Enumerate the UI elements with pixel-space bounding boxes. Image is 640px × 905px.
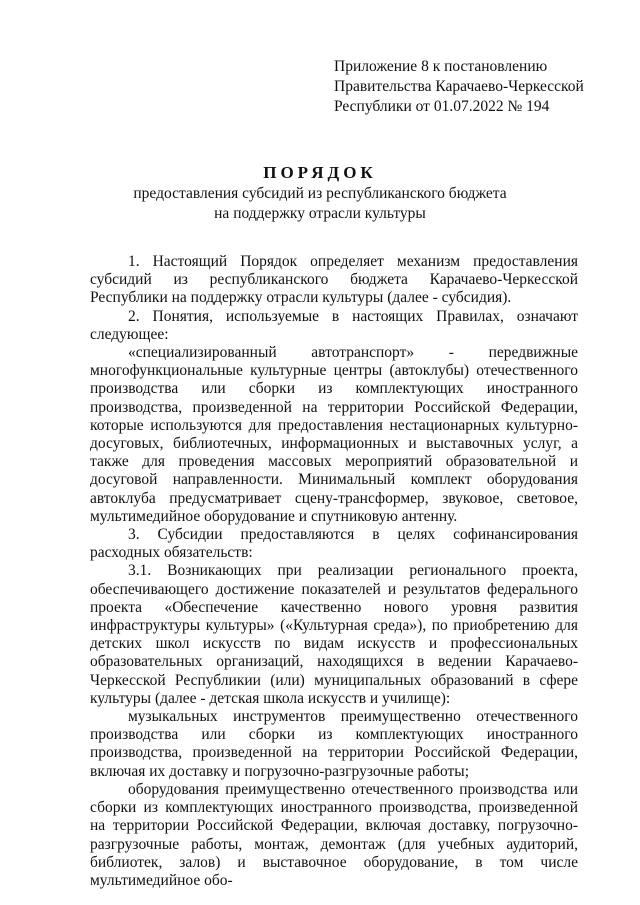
paragraph-1: 1. Настоящий Порядок определяет механизм предоставления субсидий из республиканского бюджета Карачаево-Черкесской Республики на поддержку отрасли культуры (далее - субсидия). bbox=[90, 253, 578, 307]
annex-line-3: Республики от 01.07.2022 № 194 bbox=[334, 98, 550, 115]
paragraph-6: музыкальных инструментов преимущественно отечественного производства или сборки из комплектующих иностранного производства, произведенной на территории Российской Федерации, включая их доставку и погрузочно-разгрузочные работы; bbox=[90, 708, 578, 780]
annex-line-2: Правительства Карачаево-Черкесской bbox=[334, 78, 584, 95]
paragraph-3: «специализированный автотранспорт» - передвижные многофункциональные культурные центры (автоклубы) отечественного производства или сборки из комплектующих иностранного производства, произведенной на территории Российской Федерации, которые используются для предоставления нестационарных культурно-досуговых, библиотечных, информационных и выставочных услуг, а также для проведения массовых мероприятий образовательной и досуговой направленности. Минимальный комплект оборудования автоклуба предусматривает сцену-трансформер, звуковое, световое, мультимедийное оборудование и спутниковую антенну. bbox=[90, 344, 578, 525]
document-subtitle bbox=[0, 184, 640, 224]
subtitle-line-1: предоставления субсидий из республиканского бюджета bbox=[133, 185, 507, 202]
document-body bbox=[90, 253, 578, 890]
annex-line-1: Приложение 8 к постановлению bbox=[334, 58, 548, 75]
annex-header bbox=[334, 57, 624, 117]
subtitle-line-2: на поддержку отрасли культуры bbox=[214, 205, 426, 222]
document-title: ПОРЯДОК bbox=[263, 163, 377, 182]
paragraph-5: 3.1. Возникающих при реализации регионального проекта, обеспечивающего достижение показателей и результатов федерального проекта «Обеспечение качественно нового уровня развития инфраструктуры культуры» («Культурная среда»), по приобретению для детских школ искусств по видам искусств и профессиональных образовательных организаций, находящихся в ведении Карачаево-Черкесской Республикии (или) муниципальных образований в сфере культуры (далее - детская школа искусств и училище): bbox=[90, 562, 578, 707]
paragraph-4: 3. Субсидии предоставляются в целях софинансирования расходных обязательств: bbox=[90, 526, 578, 562]
paragraph-7: оборудования преимущественно отечественного производства или сборки из комплектующих иностранного производства, произведенной на территории Российской Федерации, включая доставку, погрузочно-разгрузочные работы, монтаж, демонтаж (для учебных аудиторий, библиотек, залов) и выставочное оборудование, в том числе мультимедийное обо- bbox=[90, 780, 578, 889]
paragraph-2: 2. Понятия, используемые в настоящих Правилах, означают следующее: bbox=[90, 307, 578, 343]
